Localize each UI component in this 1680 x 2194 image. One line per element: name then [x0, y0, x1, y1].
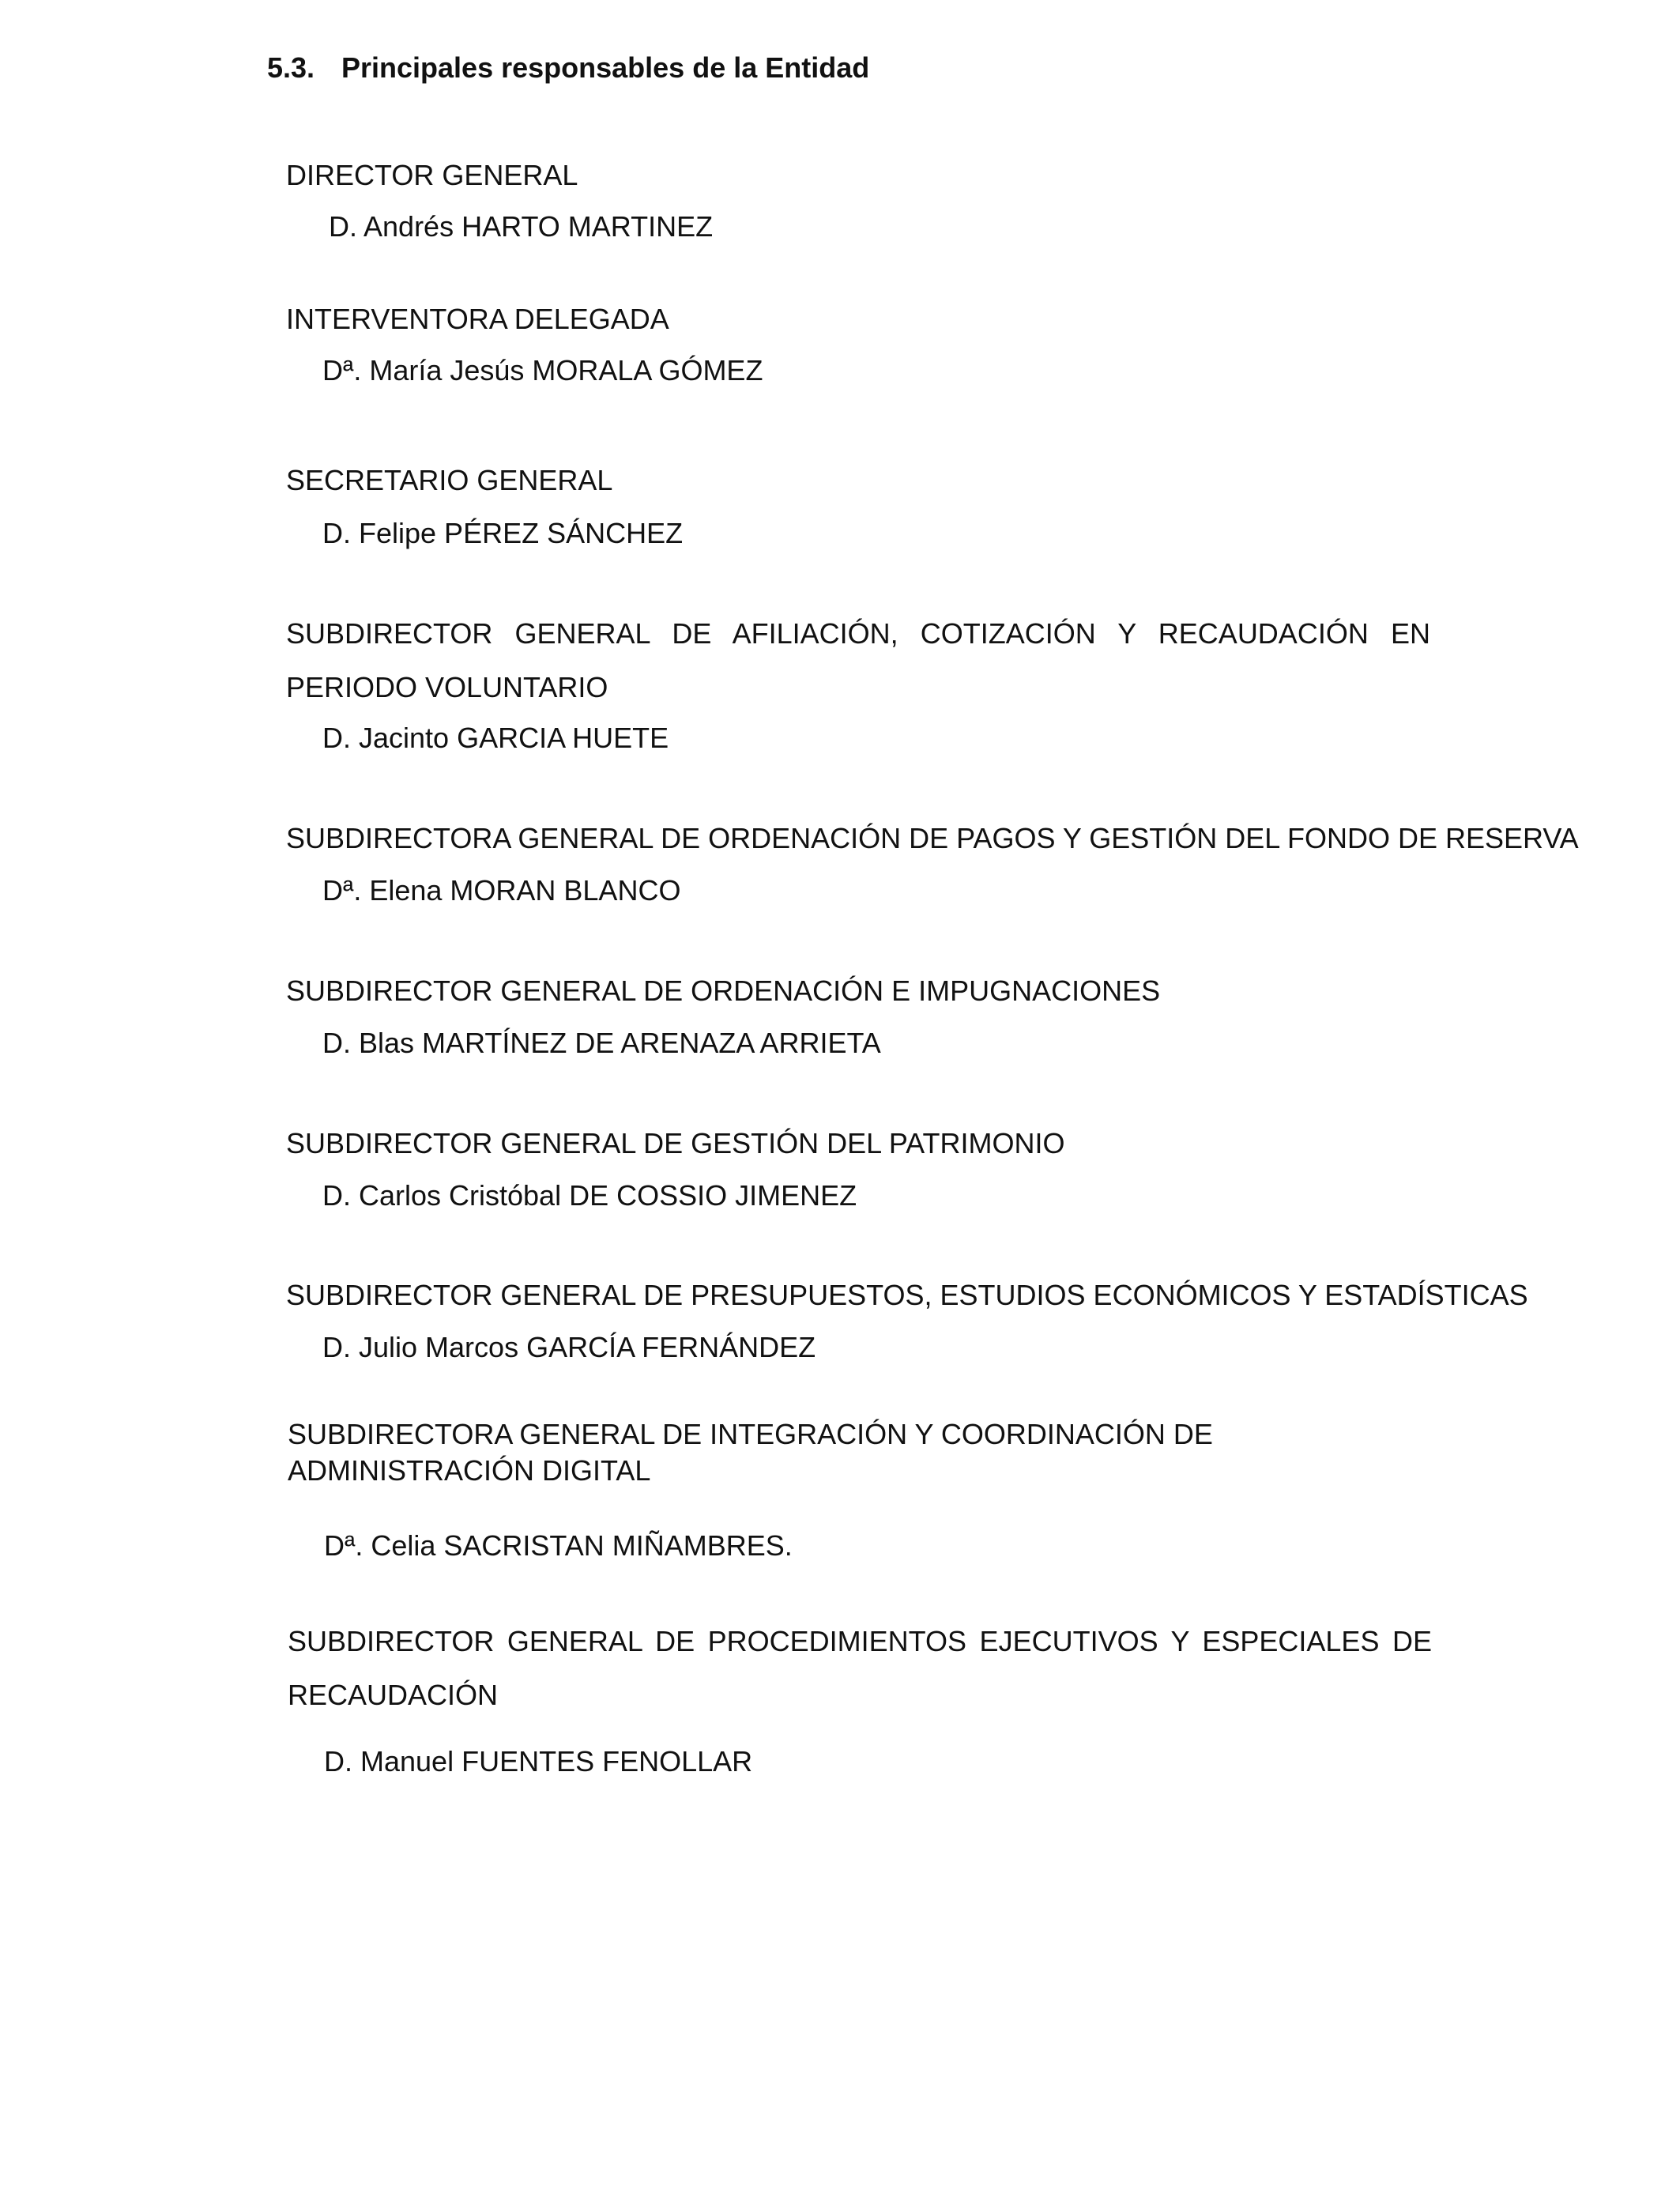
- section-title: Principales responsables de la Entidad: [341, 51, 870, 84]
- official-name-administracion-digital: Dª. Celia SACRISTAN MIÑAMBRES.: [324, 1529, 793, 1562]
- official-title-presupuestos: SUBDIRECTOR GENERAL DE PRESUPUESTOS, ESTUDIOS ECONÓMICOS Y ESTADÍSTICAS: [286, 1279, 1528, 1311]
- section-heading: [267, 46, 1452, 90]
- official-name-secretario-general: D. Felipe PÉREZ SÁNCHEZ: [322, 517, 684, 549]
- section-number: 5.3.: [267, 51, 315, 84]
- official-title-secretario-general: SECRETARIO GENERAL: [286, 464, 613, 496]
- official-title-ordenacion-impugnaciones: SUBDIRECTOR GENERAL DE ORDENACIÓN E IMPUGNACIONES: [286, 974, 1161, 1007]
- official-title-director-general: DIRECTOR GENERAL: [286, 159, 578, 191]
- official-title-gestion-patrimonio: SUBDIRECTOR GENERAL DE GESTIÓN DEL PATRIMONIO: [286, 1127, 1065, 1159]
- official-title-administracion-digital: SUBDIRECTORA GENERAL DE INTEGRACIÓN Y COORDINACIÓN DE ADMINISTRACIÓN DIGITAL: [288, 1418, 1213, 1487]
- official-name-ordenacion-impugnaciones: D. Blas MARTÍNEZ DE ARENAZA ARRIETA: [322, 1027, 881, 1059]
- official-title-interventora-delegada: INTERVENTORA DELEGADA: [286, 303, 669, 335]
- official-name-ordenacion-pagos: Dª. Elena MORAN BLANCO: [322, 874, 681, 907]
- official-name-interventora-delegada: Dª. María Jesús MORALA GÓMEZ: [322, 354, 763, 386]
- official-title-procedimientos-ejecutivos: SUBDIRECTOR GENERAL DE PROCEDIMIENTOS EJECUTIVOS Y ESPECIALES DE RECAUDACIÓN: [288, 1625, 1432, 1711]
- official-name-director-general: D. Andrés HARTO MARTINEZ: [329, 210, 714, 243]
- official-name-procedimientos-ejecutivos: D. Manuel FUENTES FENOLLAR: [324, 1745, 753, 1777]
- official-title-ordenacion-pagos: SUBDIRECTORA GENERAL DE ORDENACIÓN DE PAGOS Y GESTIÓN DEL FONDO DE RESERVA: [286, 822, 1579, 854]
- official-name-gestion-patrimonio: D. Carlos Cristóbal DE COSSIO JIMENEZ: [322, 1179, 857, 1212]
- official-name-presupuestos: D. Julio Marcos GARCÍA FERNÁNDEZ: [322, 1331, 816, 1363]
- official-title-afiliacion-cotizacion: SUBDIRECTOR GENERAL DE AFILIACIÓN, COTIZACIÓN Y RECAUDACIÓN EN PERIODO VOLUNTARIO: [286, 617, 1430, 703]
- official-name-afiliacion-cotizacion: D. Jacinto GARCIA HUETE: [322, 722, 669, 754]
